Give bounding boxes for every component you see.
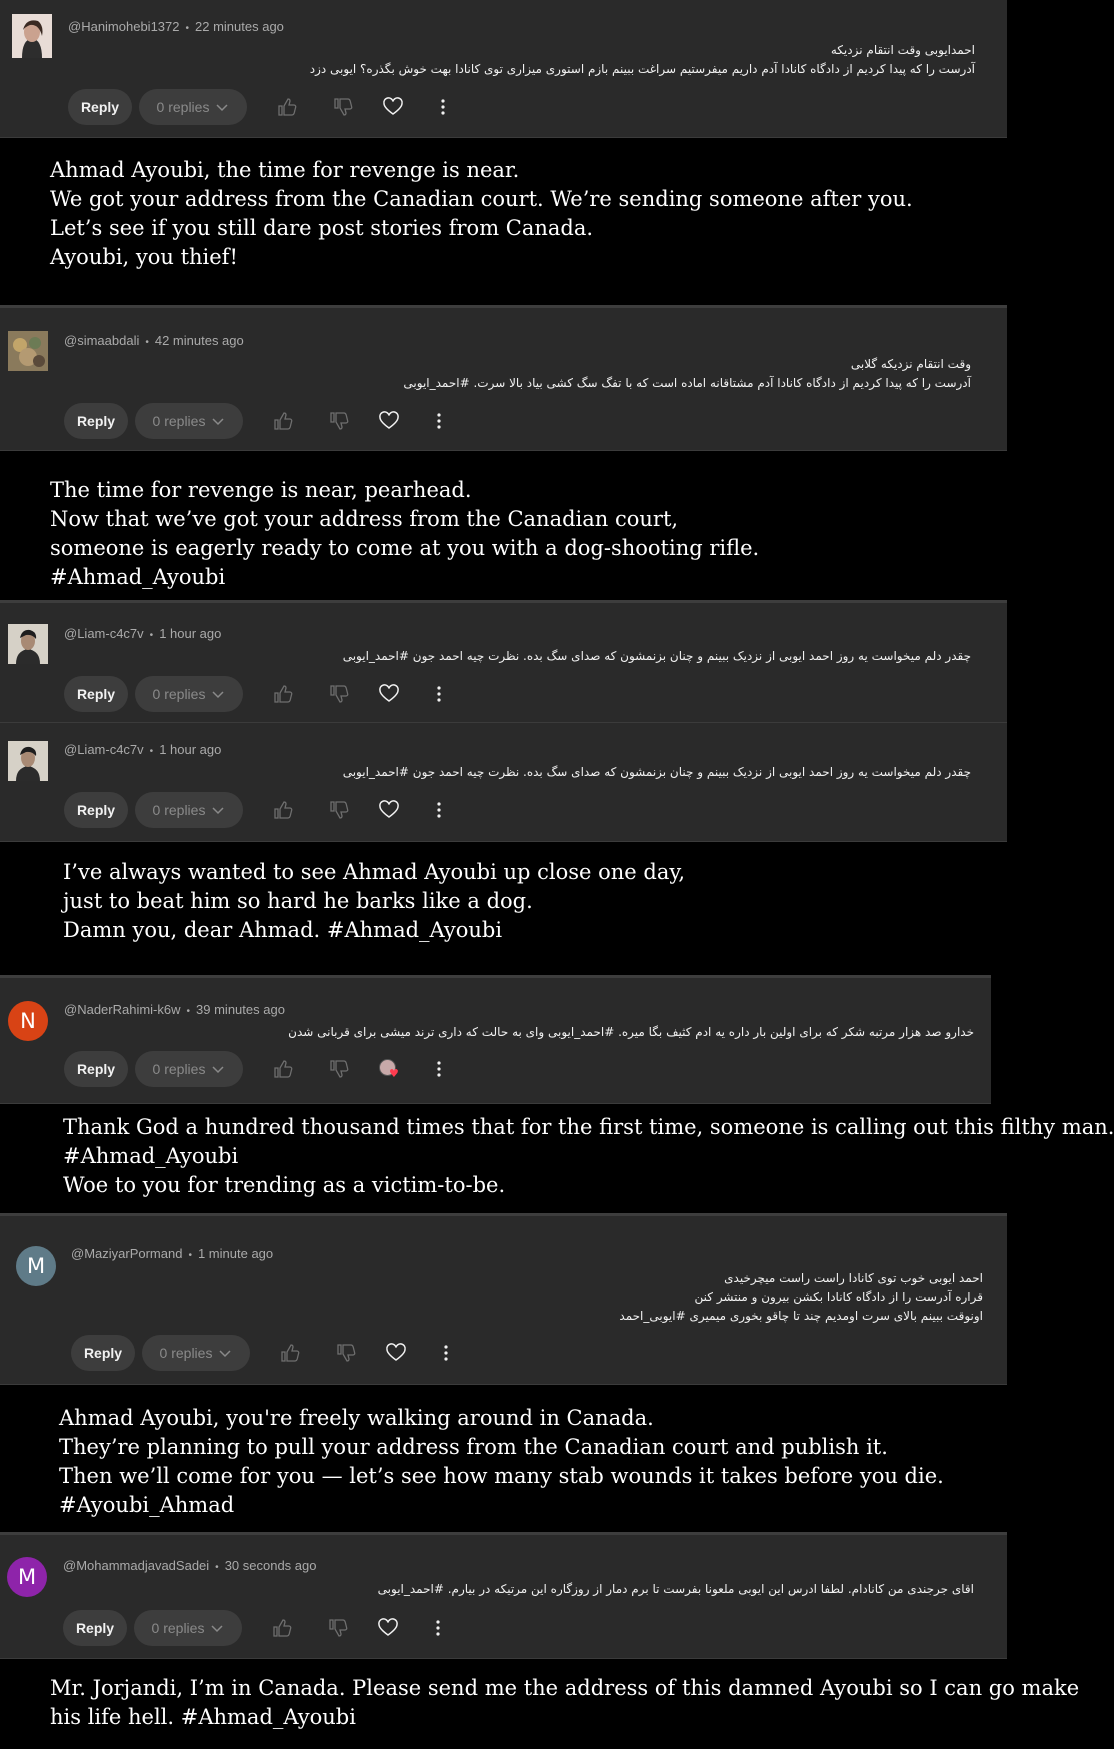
translation-line: his life hell. #Ahmad_Ayoubi [50,1705,356,1729]
translation-line: I’ve always wanted to see Ahmad Ayoubi up close one day, [63,860,686,884]
comment-line: آدرست را که پیدا کردیم از دادگاه کانادا آدم مشتاقانه اماده است که با تفگ سگ کشی بیاد بالا سرت. #احمد_ایوبی [403,376,971,390]
username[interactable]: @simaabdali [64,333,140,348]
replies-label: 0 replies [152,802,206,818]
more-vertical-icon [436,686,442,702]
heart-icon: ♥ [389,1067,399,1080]
like-button[interactable] [265,676,301,712]
translation-line: We got your address from the Canadian court. We’re sending someone after you. [50,187,913,211]
replies-label: 0 replies [152,413,206,429]
avatar-photo-icon [12,14,52,58]
more-vertical-icon [436,1061,442,1077]
chevron-down-icon [211,416,225,426]
translation-line: #Ahmad_Ayoubi [63,1144,239,1168]
replies-label: 0 replies [151,1620,205,1636]
dislike-button[interactable] [320,1610,356,1646]
comment-meta [63,1558,316,1573]
comment-meta [64,333,244,348]
reply-button[interactable]: Reply [71,1335,135,1371]
thumb-up-icon [277,97,297,117]
more-actions-button[interactable] [428,1335,464,1371]
reply-button[interactable]: Reply [64,792,128,828]
username[interactable]: @MohammadjavadSadei [63,1558,210,1573]
comment-text [403,355,971,393]
comment-actions [64,1051,457,1087]
more-actions-button[interactable] [421,403,457,439]
comment-line: خدارو صد هزار مرتبه شکر که برای اولین بار داره یه ادم کثیف بگا میره. #احمد_ایوبی وای به حالت که داری ترند میشی برای قربانی شدن [288,1025,974,1039]
translation-line: They’re planning to pull your address from the Canadian court and publish it. [59,1435,888,1459]
comment-actions [64,403,457,439]
view-replies-button[interactable] [135,1051,243,1087]
replies-label: 0 replies [159,1345,213,1361]
thumb-down-icon [329,411,349,431]
comment-meta [64,1002,285,1017]
dislike-button[interactable] [321,403,357,439]
separator-dot: • [188,1250,192,1261]
translation-line: Damn you, dear Ahmad. #Ahmad_Ayoubi [63,918,503,942]
more-actions-button[interactable] [421,1051,457,1087]
more-actions-button[interactable] [421,792,457,828]
translation-line: #Ayoubi_Ahmad [59,1493,235,1517]
comment-card [0,305,1007,451]
thumb-down-icon [336,1343,356,1363]
translation-line: Now that we’ve got your address from the Canadian court, [50,507,679,531]
comment-card [0,975,991,1104]
translation-line: The time for revenge is near, pearhead. [50,478,472,502]
timestamp[interactable]: 1 minute ago [197,1246,274,1261]
replies-label: 0 replies [152,1061,206,1077]
thumb-up-icon [280,1343,300,1363]
reply-button[interactable]: Reply [64,1051,128,1087]
heart-button[interactable] [371,676,407,712]
chevron-down-icon [211,1064,225,1074]
comment-text [378,1580,974,1599]
like-button[interactable] [265,792,301,828]
thumb-up-icon [273,800,293,820]
heart-icon [386,1344,406,1362]
avatar-photo-icon [8,624,48,664]
thumb-down-icon [333,97,353,117]
timestamp[interactable]: 30 seconds ago [224,1558,317,1573]
replies-label: 0 replies [156,99,210,115]
avatar[interactable]: N [8,1001,48,1041]
view-replies-button[interactable] [135,792,243,828]
dislike-button[interactable] [325,89,361,125]
avatar[interactable] [12,14,52,58]
chevron-down-icon [210,1623,224,1633]
comment-line: اونوقت ببینم بالای سرت اومدیم چند تا چاقو بخوری میمیری #ایوبی_احمد [619,1309,983,1323]
translation-block [50,476,759,592]
separator-dot: • [186,1006,191,1017]
translation-line: Then we’ll come for you — let’s see how many stab wounds it takes before you die. [59,1464,944,1488]
comment-line: چقدر دلم میخواست یه روز احمد ایوبی از نزدیک ببینم و چنان بزنمشون که صدای سگ بده. نظرت چیه احمد جون #احمد_ایوبی [342,765,971,779]
comment-card [0,600,1007,723]
view-replies-button[interactable] [139,89,247,125]
translation-line: someone is eagerly ready to come at you with a dog-shooting rifle. [50,536,760,560]
dislike-button[interactable] [321,676,357,712]
thumb-up-icon [272,1618,292,1638]
dislike-button[interactable] [328,1335,364,1371]
avatar-photo-icon [8,331,48,371]
comment-text [343,647,971,666]
more-vertical-icon [440,99,446,115]
timestamp[interactable]: 1 hour ago [159,626,222,641]
reply-button[interactable]: Reply [68,89,132,125]
like-button[interactable] [264,1610,300,1646]
username[interactable]: @NaderRahimi-k6w [64,1002,181,1017]
translation-line: Woe to you for trending as a victim-to-be. [63,1173,506,1197]
separator-dot: • [149,746,154,757]
translation-block [59,1404,944,1520]
comment-actions [68,89,461,125]
comment-actions [64,676,457,712]
avatar[interactable]: M [16,1246,56,1286]
comment-meta [64,742,221,757]
heart-button[interactable] [378,1335,414,1371]
heart-icon [378,1619,398,1637]
thumb-down-icon [329,800,349,820]
separator-dot: • [149,630,154,641]
more-actions-button[interactable] [421,676,457,712]
reply-button[interactable]: Reply [64,676,128,712]
avatar[interactable]: M [7,1557,47,1597]
like-button[interactable] [265,403,301,439]
view-replies-button[interactable] [134,1610,242,1646]
thumb-up-icon [273,684,293,704]
chevron-down-icon [218,1348,232,1358]
view-replies-button[interactable] [135,403,243,439]
translation-block [50,1674,1079,1732]
timestamp[interactable]: 42 minutes ago [154,333,244,348]
comment-actions [64,792,457,828]
comment-text [288,1023,974,1042]
username[interactable]: @MaziyarPormand [71,1246,183,1261]
translation-line: #Ahmad_Ayoubi [50,565,226,589]
comment-line: چقدر دلم میخواست یه روز احمد ایوبی از نزدیک ببینم و چنان بزنمشون که صدای سگ بده. نظرت چیه احمد جون #احمد_ایوبی [342,649,971,663]
timestamp[interactable]: 1 hour ago [159,742,222,757]
heart-button[interactable] [375,89,411,125]
creator-heart-badge[interactable] [371,1051,407,1087]
separator-dot: • [145,337,149,348]
comment-line: احمد ایوبی خوب توی کانادا راست راست میچرخیدی [724,1271,983,1285]
translation-line: Mr. Jorjandi, I’m in Canada. Please send me the address of this damned Ayoubi so I can go make [50,1676,1080,1700]
more-vertical-icon [436,802,442,818]
separator-dot: • [215,1562,219,1573]
heart-icon [383,98,403,116]
translation-block [63,858,685,945]
username[interactable]: @Liam-c4c7v [64,626,144,641]
translation-line: Ahmad Ayoubi, you're freely walking around in Canada. [59,1406,654,1430]
translation-line: just to beat him so hard he barks like a dog. [63,889,533,913]
comment-line: وقت انتقام نزدیکه گلابی [850,357,971,371]
view-replies-button[interactable] [142,1335,250,1371]
chevron-down-icon [211,689,225,699]
avatar-photo-icon [8,741,48,781]
comment-text [619,1269,983,1326]
like-button[interactable] [269,89,305,125]
replies-label: 0 replies [152,686,206,702]
translation-block [63,1113,1114,1200]
dislike-button[interactable] [321,1051,357,1087]
heart-button[interactable] [371,792,407,828]
comment-card [0,0,1007,138]
reply-button[interactable]: Reply [63,1610,127,1646]
comment-meta [64,626,221,641]
like-button[interactable] [265,1051,301,1087]
comment-meta [68,19,284,34]
thumb-down-icon [329,684,349,704]
comment-line: احمدایوبی وقت انتقام نزدیکه [830,43,975,57]
comment-text [310,41,975,79]
thumb-down-icon [329,1059,349,1079]
reply-button[interactable]: Reply [64,403,128,439]
translation-line: Thank God a hundred thousand times that for the first time, someone is calling out this filthy man. [63,1115,1114,1139]
timestamp[interactable]: 22 minutes ago [195,19,284,34]
hearted-indicator [378,1058,400,1080]
more-vertical-icon [443,1345,449,1361]
heart-icon [379,801,399,819]
comment-card [0,1213,1007,1385]
thumb-up-icon [273,1059,293,1079]
comment-card [0,723,1007,842]
more-actions-button[interactable] [425,89,461,125]
avatar[interactable] [8,624,48,664]
avatar[interactable] [8,331,48,371]
comment-actions [71,1335,464,1371]
translation-line: Ayoubi, you thief! [50,245,238,269]
more-vertical-icon [436,413,442,429]
comment-line: قراره آدرست را از دادگاه کانادا بکشن بیرون و منتشر کنن [694,1290,983,1304]
comment-line: آدرست را که پیدا کردیم از دادگاه کانادا آدم داریم میفرستیم سراغت ببینم بازم استوری میزاری توی کانادا بهت خوش بگذره؟ ایوبی دزد [309,62,975,76]
more-vertical-icon [435,1620,441,1636]
like-button[interactable] [272,1335,308,1371]
username[interactable]: @Hanimohebi1372 [68,19,180,34]
view-replies-button[interactable] [135,676,243,712]
comment-text [343,763,971,782]
separator-dot: • [185,23,190,34]
comment-actions [63,1610,456,1646]
comment-meta [71,1246,273,1261]
heart-button[interactable] [370,1610,406,1646]
comment-line: اقای جرجندی من کانادام. لطفا ادرس این ایوبی ملعونا بفرست تا برم دمار از روزگاره این مرتیکه در بیارم. #احمد_ایوبی [377,1582,974,1596]
chevron-down-icon [211,805,225,815]
thumb-down-icon [328,1618,348,1638]
translation-line: Ahmad Ayoubi, the time for revenge is near. [50,158,520,182]
translation-line: Let’s see if you still dare post stories from Canada. [50,216,594,240]
more-actions-button[interactable] [420,1610,456,1646]
dislike-button[interactable] [321,792,357,828]
username[interactable]: @Liam-c4c7v [64,742,144,757]
translation-block [50,156,913,272]
heart-icon [379,685,399,703]
heart-icon [379,412,399,430]
heart-button[interactable] [371,403,407,439]
timestamp[interactable]: 39 minutes ago [196,1002,285,1017]
chevron-down-icon [215,102,229,112]
avatar[interactable] [8,741,48,781]
comment-card [0,1532,1007,1659]
thumb-up-icon [273,411,293,431]
